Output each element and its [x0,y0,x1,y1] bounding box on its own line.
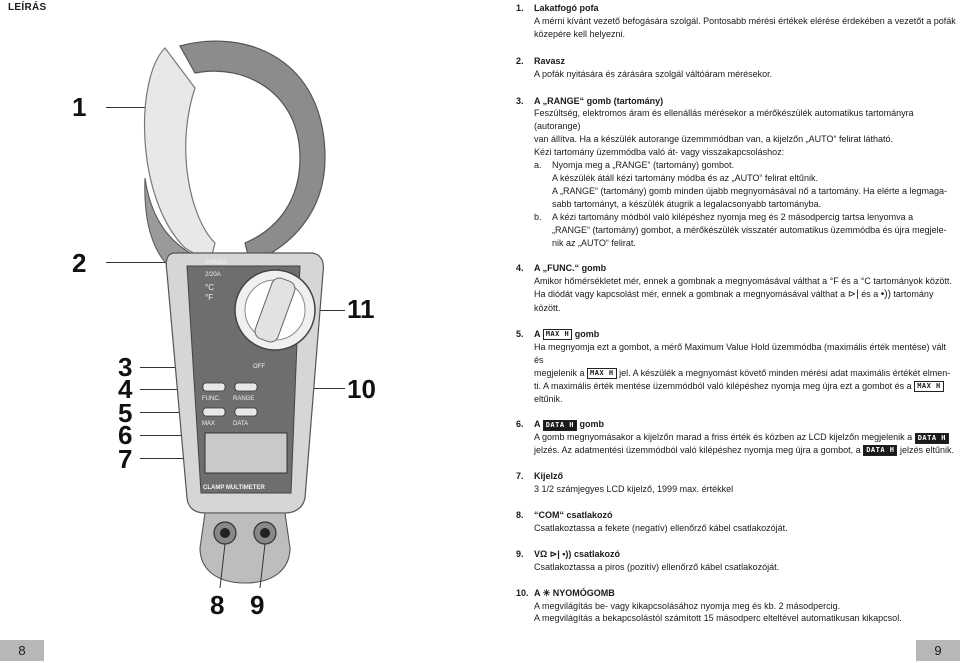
sub-item-text: „RANGE“ (tartomány) gombot, a mérőkészülék visszatér automatikus üzemmódba és újra megjele- [552,224,947,235]
item-text-part: jel. A készülék a megnyomást követő minden mérési adat maximális értékét elmen- [619,367,951,378]
item-9 [516,548,956,574]
item-5 [516,328,956,405]
item-text-part: jelzés. Az adatmentési üzemmódból való kilépéshez nyomja meg újra a gombot, a [534,445,861,456]
item-number: 2. [516,55,524,66]
sub-item-b [534,211,956,250]
item-text-part: és a [861,289,879,300]
data-hold-badge: DATA H [915,433,949,444]
item-text: Kézi tartomány üzemmódba való át- vagy visszakapcsoláshoz: [534,147,785,158]
item-text [534,431,956,444]
dial-label-celsius: °C [205,283,214,292]
item-4 [516,262,956,315]
terminal-symbols-icon: VΩ ⊳| •)) [534,548,572,559]
item-text: közepére kell helyezni. [534,28,626,39]
func-label: FUNC. [202,396,221,402]
item-3 [516,95,956,250]
item-title [534,548,956,561]
diode-icon: ⊳| [847,289,859,301]
callout-7: 7 [118,444,133,474]
item-number: 6. [516,419,524,430]
sub-item-label: b. [534,211,542,222]
max-hold-badge: MAX H [543,329,573,340]
item-number: 9. [516,548,524,559]
item-title: “COM“ csatlakozó [534,510,613,520]
callout-1: 1 [72,92,87,122]
title-part: gomb [574,329,600,340]
item-text-part: ti. A maximális érték mentése üzemmódból való kilépéshez nyomja meg újra ezt a gombot és a [534,380,912,391]
item-text: A mérni kívánt vezető befogására szolgál. Pontosabb mérési értékek elérése érdekében a vezetőt a pofák [534,15,956,26]
item-number: 8. [516,510,524,520]
sub-item-text: Nyomja meg a „RANGE“ (tartomány) gombot. [552,160,735,171]
data-hold-badge: DATA H [863,445,897,456]
item-text [534,288,956,302]
dial-label-off: OFF [253,364,265,370]
callout-8: 8 [210,590,225,620]
callout-9: 9 [250,590,265,620]
sub-item-label: a. [534,160,542,171]
range-button-illustration [235,383,257,391]
max-hold-badge: MAX H [914,381,944,392]
item-title [534,328,956,341]
callout-5: 5 [118,398,133,428]
item-text: A pofák nyitására és zárására szolgál váltóáram mérésekor. [534,68,773,79]
item-title: A „RANGE“ gomb (tartomány) [534,95,664,106]
item-text: 3 1/2 számjegyes LCD kijelző, 1999 max. értékkel [534,484,734,495]
item-title [534,418,956,431]
item-number: 4. [516,263,524,274]
right-page-number: 9 [916,640,960,661]
sub-item-text: nik az „AUTO“ felirat. [552,237,636,248]
item-text: között. [534,303,561,314]
item-text [534,444,956,457]
model-label: CLAMP MULTIMETER [203,485,265,491]
sub-item-text: A kézi tartomány módból való kilépéshez nyomja meg és 2 másodpercig tartsa lenyomva a [552,211,914,222]
dial-label-fahrenheit: °F [205,293,214,302]
title-part: NYOMÓGOMB [552,587,615,598]
item-number: 10. [516,587,529,598]
item-text: Amikor hőmérsékletet mér, ennek a gombnak a megnyomásával válthat a °F és a °C tartományok között. [534,276,952,287]
item-number: 1. [516,3,524,13]
item-text-part: tartomány [893,289,934,300]
clamp-meter-illustration [95,38,415,618]
item-text [534,380,956,393]
data-hold-badge: DATA H [543,420,577,431]
section-heading: LEÍRÁS [8,2,47,13]
max-button-illustration [203,408,225,416]
title-part: A [534,419,541,430]
item-text: Feszültség, elektromos áram és ellenállás mérésekor a mérőkészülék automatikus tartományra (autorange) [534,108,914,132]
callout-4: 4 [118,374,133,404]
title-part: gomb [579,419,604,430]
item-text [534,367,956,380]
item-number: 3. [516,95,524,106]
item-title: Kijelző [534,471,564,482]
item-number: 7. [516,471,524,482]
title-part: csatlakozó [573,548,620,559]
item-text: Ha megnyomja ezt a gombot, a mérő Maximum Value Hold üzemmódba (maximális érték mentése) vált és [534,341,946,365]
item-7 [516,470,956,496]
item-text-part: A gomb megnyomásakor a kijelzőn marad a friss érték és közben az LCD kijelzőn megjelenik a [534,432,913,443]
item-8 [516,509,956,535]
callout-10: 10 [347,374,376,404]
sound-icon: •)) [880,289,891,301]
data-button-illustration [235,408,257,416]
item-text: Csatlakoztassa a piros (pozitív) ellenőrző kábel csatlakozóját. [534,561,780,572]
item-title: Lakatfogó pofa [534,3,599,13]
sub-item-text: A „RANGE“ (tartomány) gomb minden újabb megnyomásával nő a tartomány. Ha elérte a legmaga- [552,185,948,196]
item-title: Ravasz [534,55,566,66]
max-hold-badge: MAX H [587,368,617,379]
item-2 [516,55,956,81]
callout-11: 11 [347,294,375,324]
description-text [516,2,956,625]
sub-item-text: sabb tartományt, a készülék átugrik a legalacsonyabb tartományba. [552,198,822,209]
range-label: RANGE [233,396,255,402]
item-text-part: megjelenik a [534,367,585,378]
sub-item-a [534,159,956,211]
dial-label-range-1: 20/600A [205,260,228,266]
backlight-icon: ✳ [542,587,551,598]
item-1 [516,2,956,41]
data-label: DATA [233,421,249,427]
func-button-illustration [203,383,225,391]
title-part: A [534,329,541,340]
dial-label-range-2: 2/20A [205,272,221,278]
item-text-part: jelzés eltűnik. [900,445,955,456]
item-text: Csatlakoztassa a fekete (negatív) ellenőrző kábel csatlakozóját. [534,522,788,533]
item-6 [516,418,956,457]
left-page-number: 8 [0,640,44,661]
callout-2: 2 [72,248,87,278]
max-label: MAX [202,421,216,427]
lcd-illustration [205,433,287,473]
callout-6: 6 [118,420,133,450]
item-text: eltűnik. [534,393,563,404]
sub-item-text: A készülék átáll kézi tartomány módba és az „AUTO“ felirat eltűnik. [552,172,818,183]
item-title: A „FUNC.“ gomb [534,263,607,274]
callout-3: 3 [118,352,133,382]
title-part: A [534,587,541,598]
item-10 [516,587,956,626]
item-title [534,587,956,600]
item-text-part: Ha diódát vagy kapcsolást mér, ennek a gombnak a megnyomásával válthat a [534,289,846,300]
item-text: A megvilágítás a bekapcsolástól számított 15 másodperc elteltével automatikusan kikapcsol. [534,613,902,624]
item-text: van állítva. Ha a készülék autorange üzemmmódban van, a kijelzőn „AUTO“ felirat látható. [534,134,894,145]
item-text: A megvilágítás be- vagy kikapcsolásához nyomja meg és kb. 2 másodpercig. [534,600,841,611]
item-number: 5. [516,329,524,340]
